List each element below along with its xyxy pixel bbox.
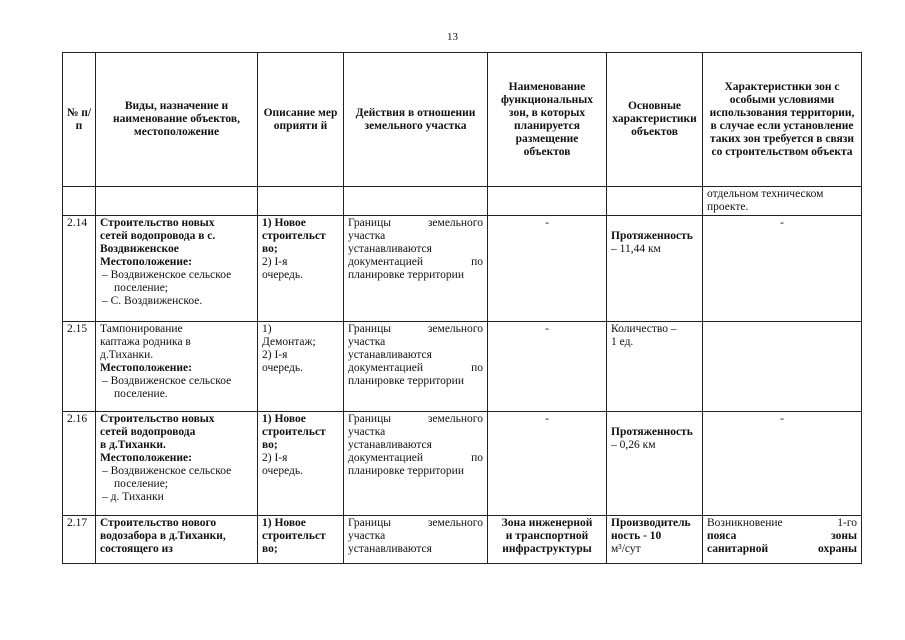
- measure-cell: 1) Демонтаж; 2) I-я очередь.: [258, 322, 344, 412]
- object-cell: Строительство нового водозабора в д.Тиханки, состоящего из: [96, 516, 258, 564]
- action-cell: Границы земельного участка устанавливаются: [344, 516, 488, 564]
- header-col-zones: Наименование функциональных зон, в которых планируется размещение объектов: [488, 53, 607, 187]
- measure-cell: 1) Новое строительст во; 2) I-я очередь.: [258, 216, 344, 322]
- row-number: 2.15: [63, 322, 96, 412]
- location-label: Местоположение:: [100, 452, 192, 464]
- location-label: Местоположение:: [100, 362, 192, 374]
- table-row: [63, 322, 862, 412]
- measure-cell: 1) Новое строительст во; 2) I-я очередь.: [258, 412, 344, 516]
- header-col-number: № п/п: [63, 53, 96, 187]
- action-cell: Границы земельного участка устанавливаются документацией по планировке территории: [344, 216, 488, 322]
- object-cell: Строительство новых сетей водопровода в д.Тиханки. Местоположение: – Воздвиженское сельское поселение; – д. Тиханки: [96, 412, 258, 516]
- characteristics-cell: Производитель ность - 10 м³/сут: [607, 516, 703, 564]
- planning-table: [62, 52, 862, 564]
- characteristics-cell: Количество – 1 ед.: [607, 322, 703, 412]
- header-row: [63, 53, 862, 187]
- characteristics-cell: Протяженность – 11,44 км: [607, 216, 703, 322]
- special-zones-cell: -: [703, 412, 862, 516]
- zones-cell: -: [488, 412, 607, 516]
- object-cell: Строительство новых сетей водопровода в с. Воздвиженское Местоположение: – Воздвиженское сельское поселение; – С. Воздвиженское.: [96, 216, 258, 322]
- special-zones-cell: -: [703, 216, 862, 322]
- header-col-characteristics: Основные характеристики объектов: [607, 53, 703, 187]
- special-zones-cell: Возникновение 1-го пояса зоны санитарной охраны: [703, 516, 862, 564]
- zones-cell: Зона инженерной и транспортной инфраструктуры: [488, 516, 607, 564]
- action-cell: Границы земельного участка устанавливаются документацией по планировке территории: [344, 412, 488, 516]
- header-col-special-zones: Характеристики зон с особыми условиями использования территории, в случае если установление таких зон требуется в связи со строительством объекта: [703, 53, 862, 187]
- header-col-objects: Виды, назначение и наименование объектов, местоположение: [96, 53, 258, 187]
- row-number: 2.16: [63, 412, 96, 516]
- header-col-actions: Действия в отношении земельного участка: [344, 53, 488, 187]
- header-col-measures: Описание мероприяти й: [258, 53, 344, 187]
- table-row: [63, 216, 862, 322]
- row-number: 2.17: [63, 516, 96, 564]
- row-number: 2.14: [63, 216, 96, 322]
- measure-cell: 1) Новое строительст во;: [258, 516, 344, 564]
- zones-cell: -: [488, 216, 607, 322]
- continuation-text: отдельном техническом проекте.: [703, 187, 862, 216]
- special-zones-cell: [703, 322, 862, 412]
- continuation-row: [63, 187, 862, 216]
- table-row: [63, 412, 862, 516]
- page-number: 13: [447, 31, 458, 43]
- table-row: [63, 516, 862, 564]
- characteristics-cell: Протяженность – 0,26 км: [607, 412, 703, 516]
- object-cell: Тампонирование каптажа родника в д.Тиханки. Местоположение: – Воздвиженское сельское поселение.: [96, 322, 258, 412]
- location-label: Местоположение:: [100, 256, 192, 268]
- action-cell: Границы земельного участка устанавливаются документацией по планировке территории: [344, 322, 488, 412]
- zones-cell: -: [488, 322, 607, 412]
